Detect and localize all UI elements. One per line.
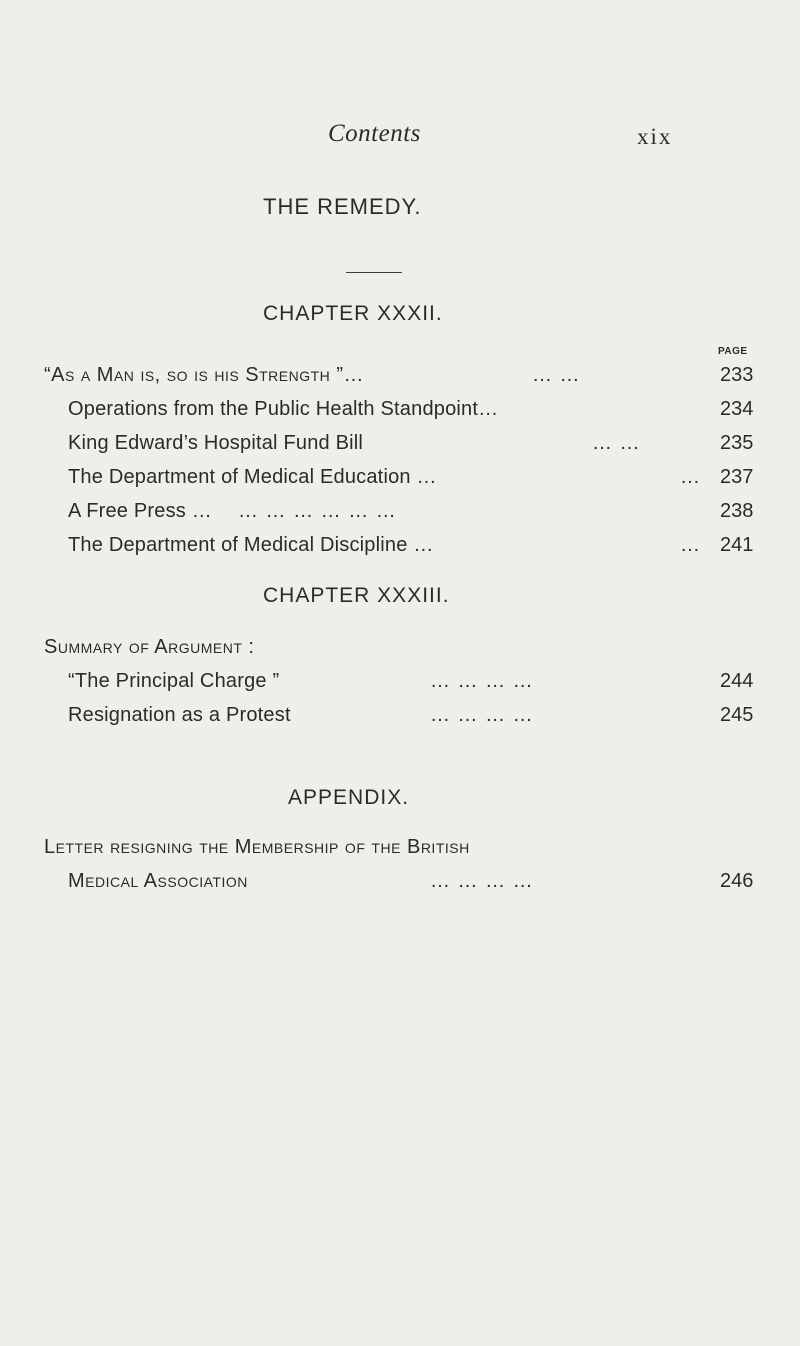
toc-entry-page: 233 <box>720 364 754 386</box>
toc-entry-page: 246 <box>720 870 754 892</box>
toc-entry-title: “The Principal Charge ” <box>68 670 280 692</box>
toc-entry[interactable] <box>68 704 291 727</box>
toc-entry-page: 237 <box>720 466 754 488</box>
toc-entry[interactable] <box>68 670 279 693</box>
toc-entry-page: 244 <box>720 670 754 692</box>
page-column-label: PAGE <box>718 346 748 357</box>
toc-entry-title: “As a Man is, so is his Strength ”… <box>44 364 364 386</box>
toc-entry-title: The Department of Medical Discipline … <box>68 534 434 556</box>
toc-leader-dots: … … … … <box>430 704 534 726</box>
toc-entry-title: King Edward’s Hospital Fund Bill <box>68 432 364 454</box>
toc-entry-title: Resignation as a Protest <box>68 704 291 726</box>
toc-entry-page: 245 <box>720 704 754 726</box>
toc-group-label: Summary of Argument : <box>44 636 255 658</box>
toc-entry-page: 241 <box>720 534 754 556</box>
toc-entry-page: 238 <box>720 500 754 522</box>
toc-entry[interactable] <box>68 500 212 523</box>
toc-entry-title-continued[interactable]: Medical Association <box>68 870 248 892</box>
chapter-heading: CHAPTER XXXII. <box>263 302 443 325</box>
toc-leader-dots: … … <box>592 432 641 454</box>
part-title: THE REMEDY. <box>263 194 422 219</box>
toc-entry-page: 234 <box>720 398 754 420</box>
toc-leader-dots: … <box>680 466 701 488</box>
page-folio: xix <box>637 124 673 149</box>
toc-entry[interactable] <box>68 466 437 489</box>
toc-entry[interactable] <box>44 364 364 387</box>
chapter-heading: CHAPTER XXXIII. <box>263 584 450 607</box>
toc-entry[interactable] <box>68 534 434 557</box>
toc-entry[interactable] <box>68 398 498 421</box>
toc-leader-dots: … … … … <box>430 870 534 892</box>
toc-entry[interactable] <box>68 432 363 455</box>
appendix-heading: APPENDIX. <box>288 786 410 809</box>
toc-leader-dots: … <box>680 534 701 556</box>
toc-entry-title: The Department of Medical Education … <box>68 466 437 488</box>
toc-leader-dots: … … <box>532 364 581 386</box>
toc-leader-dots: … … … … <box>430 670 534 692</box>
toc-leader-dots: … … … … … … <box>238 500 397 522</box>
toc-entry-page: 235 <box>720 432 754 454</box>
section-rule <box>346 272 402 273</box>
toc-entry-title: A Free Press … <box>68 500 212 522</box>
toc-entry-title[interactable]: Letter resigning the Membership of the British <box>44 836 470 858</box>
running-title: Contents <box>328 120 421 147</box>
toc-entry-title: Operations from the Public Health Standpoint… <box>68 398 499 420</box>
